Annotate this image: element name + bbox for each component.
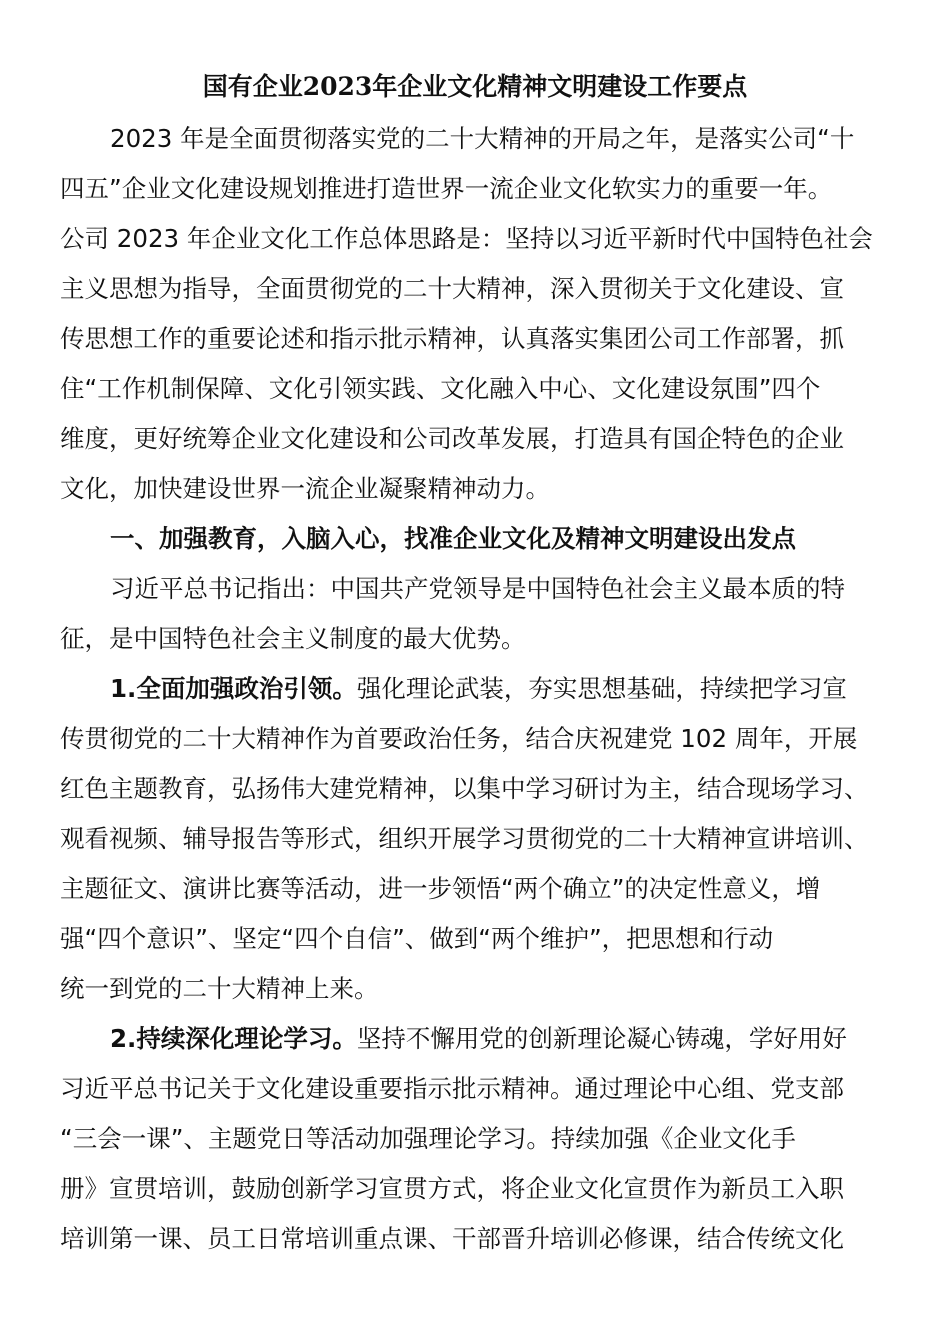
intro-line-8: 文化，加快建设世界一流企业凝聚精神动力。 bbox=[60, 474, 550, 503]
intro-line-2: 四五”企业文化建设规划推进打造世界一流企业文化软实力的重要一年。 bbox=[60, 174, 833, 203]
intro-line-5: 传思想工作的重要论述和指示批示精神，认真落实集团公司工作部署，抓 bbox=[60, 324, 844, 353]
intro-line-3: 公司 2023 年企业文化工作总体思路是：坚持以习近平新时代中国特色社会 bbox=[60, 224, 873, 253]
section-intro-line-1: 习近平总书记指出：中国共产党领导是中国特色社会主义最本质的特 bbox=[110, 574, 845, 603]
item2-label: 2.持续深化理论学习。 bbox=[110, 1024, 357, 1053]
item2-line-2: 习近平总书记关于文化建设重要指示批示精神。通过理论中心组、党支部 bbox=[60, 1074, 844, 1103]
intro-line-7: 维度，更好统筹企业文化建设和公司改革发展，打造具有国企特色的企业 bbox=[60, 424, 844, 453]
item2-line-5: 培训第一课、员工日常培训重点课、干部晋升培训必修课，结合传统文化 bbox=[60, 1224, 844, 1253]
intro-line-4: 主义思想为指导，全面贯彻党的二十大精神，深入贯彻关于文化建设、宣 bbox=[60, 274, 844, 303]
item1-line-2: 传贯彻党的二十大精神作为首要政治任务，结合庆祝建党 102 周年，开展 bbox=[60, 724, 858, 753]
item1-line-6: 强“四个意识”、坚定“四个自信”、做到“两个维护”，把思想和行动 bbox=[60, 924, 774, 953]
item2-first-line-text: 坚持不懈用党的创新理论凝心铸魂，学好用好 bbox=[356, 1024, 847, 1053]
item1-label: 1.全面加强政治引领。 bbox=[110, 674, 357, 703]
item1-line-7: 统一到党的二十大精神上来。 bbox=[60, 974, 379, 1003]
item1-line-5: 主题征文、演讲比赛等活动，进一步领悟“两个确立”的决定性意义，增 bbox=[60, 874, 821, 903]
item2-first-line bbox=[110, 1014, 847, 1064]
section-heading: 一、加强教育，入脑入心，找准企业文化及精神文明建设出发点 bbox=[110, 524, 796, 553]
document-title: 国有企业2023年企业文化精神文明建设工作要点 bbox=[202, 72, 748, 101]
intro-line-6: 住“工作机制保障、文化引领实践、文化融入中心、文化建设氛围”四个 bbox=[60, 374, 821, 403]
item1-first-line-text: 强化理论武装，夯实思想基础，持续把学习宣 bbox=[356, 674, 847, 703]
intro-line-1: 2023 年是全面贯彻落实党的二十大精神的开局之年，是落实公司“十 bbox=[110, 124, 855, 153]
section-intro-line-2: 征，是中国特色社会主义制度的最大优势。 bbox=[60, 624, 526, 653]
item1-first-line bbox=[110, 664, 847, 714]
item1-line-4: 观看视频、辅导报告等形式，组织开展学习贯彻党的二十大精神宣讲培训、 bbox=[60, 824, 869, 853]
item2-line-3: “三会一课”、主题党日等活动加强理论学习。持续加强《企业文化手 bbox=[60, 1124, 796, 1153]
item2-line-4: 册》宣贯培训，鼓励创新学习宣贯方式，将企业文化宣贯作为新员工入职 bbox=[60, 1174, 844, 1203]
item1-line-3: 红色主题教育，弘扬伟大建党精神，以集中学习研讨为主，结合现场学习、 bbox=[60, 774, 869, 803]
